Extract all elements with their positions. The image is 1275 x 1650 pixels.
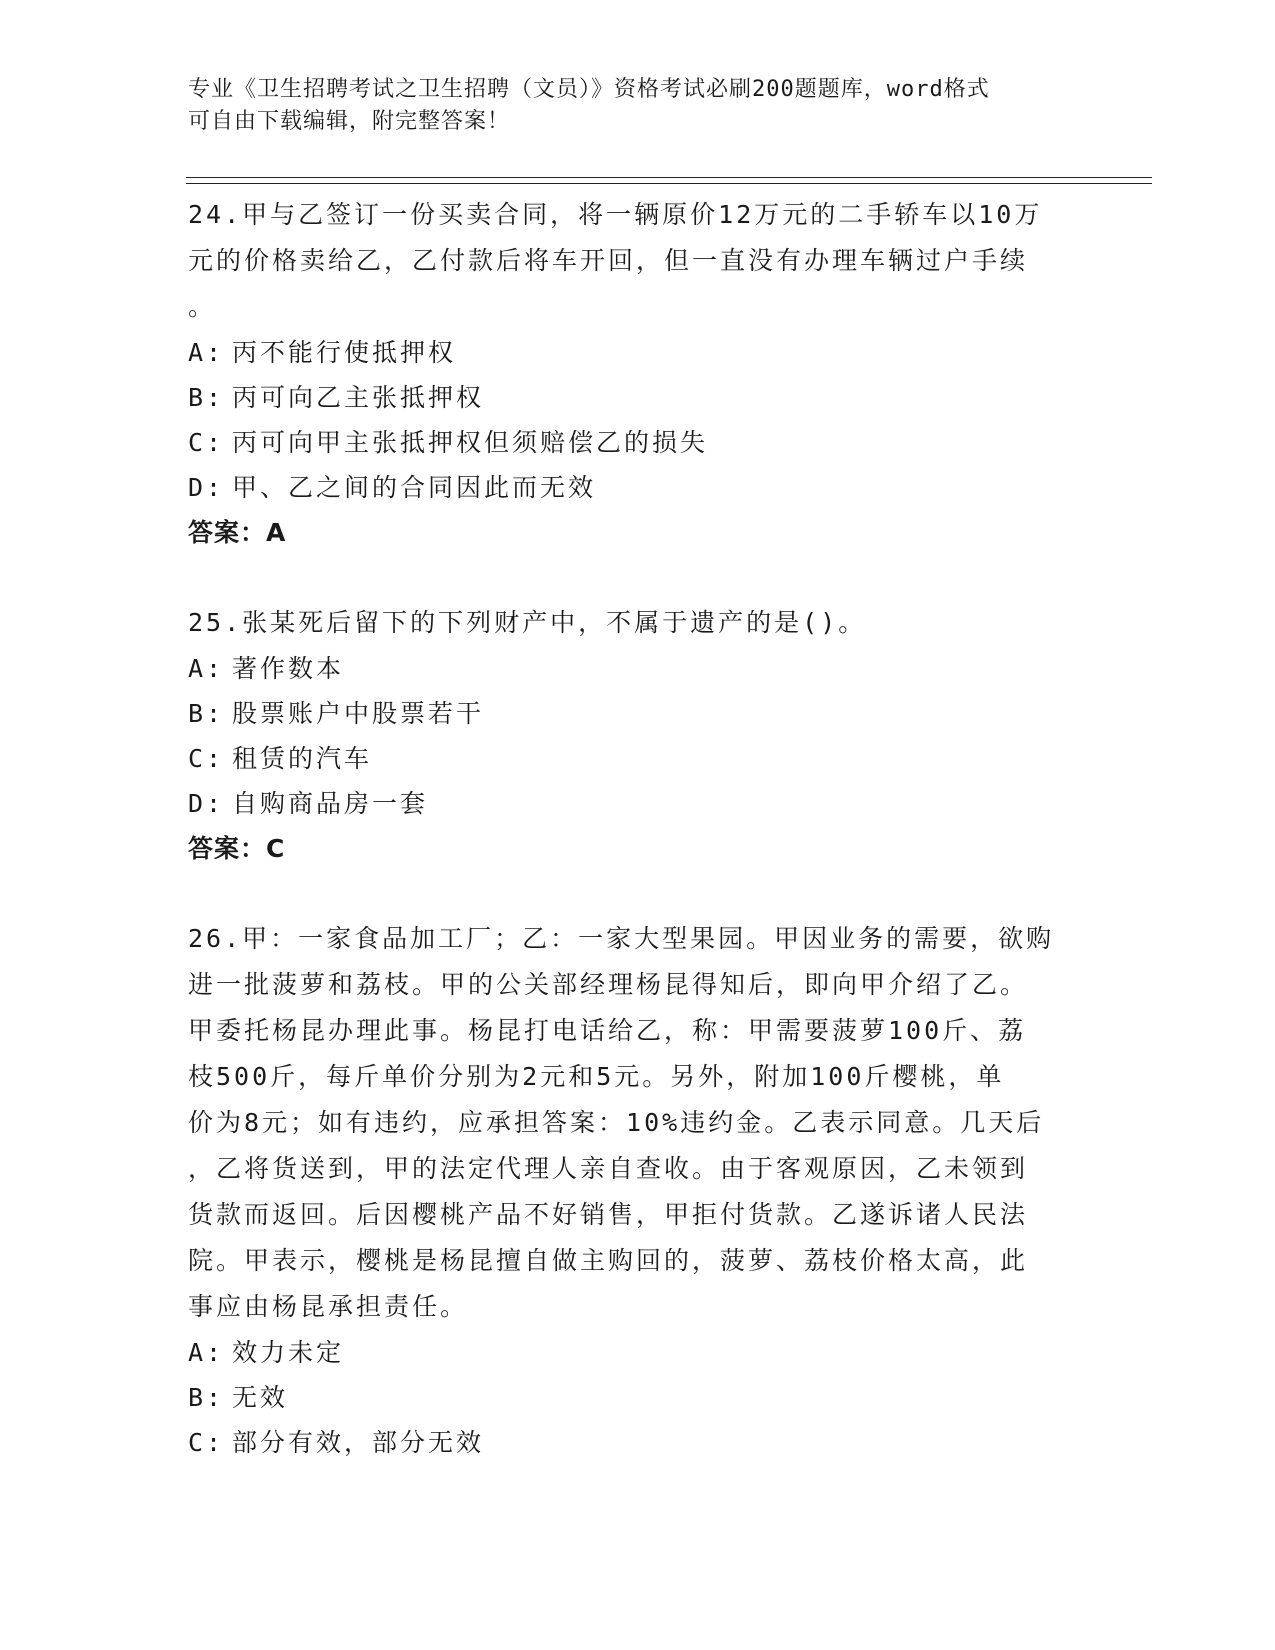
option-text: 著作数本 <box>232 654 345 683</box>
option-letter: A: <box>188 338 225 367</box>
option-a <box>188 1330 1088 1375</box>
question-text-line: 枝500斤，每斤单价分别为2元和5元。另外，附加100斤樱桃，单 <box>188 1062 1005 1091</box>
question-text-line: 进一批菠萝和荔枝。甲的公关部经理杨昆得知后，即向甲介绍了乙。 <box>188 970 1029 999</box>
question-text-line: 。 <box>188 292 217 321</box>
option-letter: B: <box>188 699 225 728</box>
document-header <box>188 74 1068 138</box>
question-text-line: 24.甲与乙签订一份买卖合同，将一辆原价12万元的二手轿车以10万 <box>188 200 1043 229</box>
option-letter: A: <box>188 1338 225 1367</box>
option-c <box>188 1420 1088 1465</box>
question-24 <box>188 192 1088 556</box>
question-25 <box>188 600 1088 872</box>
option-text: 丙可向甲主张抵押权但须赔偿乙的损失 <box>232 428 709 457</box>
option-b <box>188 375 1088 420</box>
question-text-line: 25.张某死后留下的下列财产中，不属于遗产的是()。 <box>188 608 867 637</box>
question-text-line: 甲委托杨昆办理此事。杨昆打电话给乙，称：甲需要菠萝100斤、荔 <box>188 1016 1027 1045</box>
option-text: 股票账户中股票若干 <box>232 699 485 728</box>
option-letter: D: <box>188 473 225 502</box>
header-line-2: 可自由下载编辑，附完整答案！ <box>188 109 511 134</box>
question-text-line: 26.甲：一家食品加工厂；乙：一家大型果园。甲因业务的需要，欲购 <box>188 924 1055 953</box>
option-text: 无效 <box>232 1383 289 1412</box>
option-text: 租赁的汽车 <box>232 744 373 773</box>
option-letter: B: <box>188 1383 225 1412</box>
header-line-1: 专业《卫生招聘考试之卫生招聘（文员）》资格考试必刷200题题库，word格式 <box>188 77 990 102</box>
option-letter: B: <box>188 383 225 412</box>
spacer <box>188 872 1088 916</box>
question-text-line: 事应由杨昆承担责任。 <box>188 1292 469 1321</box>
question-text-line: 货款而返回。后因樱桃产品不好销售，甲拒付货款。乙遂诉诸人民法 <box>188 1200 1029 1229</box>
question-text-line: 元的价格卖给乙，乙付款后将车开回，但一直没有办理车辆过户手续 <box>188 246 1029 275</box>
option-c <box>188 420 1088 465</box>
option-b <box>188 1375 1088 1420</box>
option-letter: C: <box>188 1428 225 1457</box>
option-letter: C: <box>188 428 225 457</box>
option-text: 丙可向乙主张抵押权 <box>232 383 485 412</box>
answer-label: 答案：A <box>188 518 287 547</box>
header-divider-bottom <box>186 183 1152 184</box>
header-divider-top <box>186 177 1152 178</box>
option-text: 丙不能行使抵押权 <box>232 338 457 367</box>
option-a <box>188 330 1088 375</box>
question-text-line: ，乙将货送到，甲的法定代理人亲自查收。由于客观原因，乙未领到 <box>188 1154 1029 1183</box>
option-a <box>188 646 1088 691</box>
option-d <box>188 465 1088 510</box>
option-d <box>188 781 1088 826</box>
option-text: 部分有效，部分无效 <box>232 1428 485 1457</box>
question-text-line: 院。甲表示，樱桃是杨昆擅自做主购回的，菠萝、荔枝价格太高，此 <box>188 1246 1029 1275</box>
document-body <box>188 192 1088 1465</box>
option-text: 效力未定 <box>232 1338 345 1367</box>
option-c <box>188 736 1088 781</box>
option-letter: D: <box>188 789 225 818</box>
option-letter: C: <box>188 744 225 773</box>
option-text: 甲、乙之间的合同因此而无效 <box>232 473 597 502</box>
question-26 <box>188 916 1088 1465</box>
option-text: 自购商品房一套 <box>232 789 429 818</box>
option-b <box>188 691 1088 736</box>
option-letter: A: <box>188 654 225 683</box>
spacer <box>188 556 1088 600</box>
answer-label: 答案：C <box>188 834 286 863</box>
question-text-line: 价为8元；如有违约，应承担答案：10%违约金。乙表示同意。几天后 <box>188 1108 1045 1137</box>
